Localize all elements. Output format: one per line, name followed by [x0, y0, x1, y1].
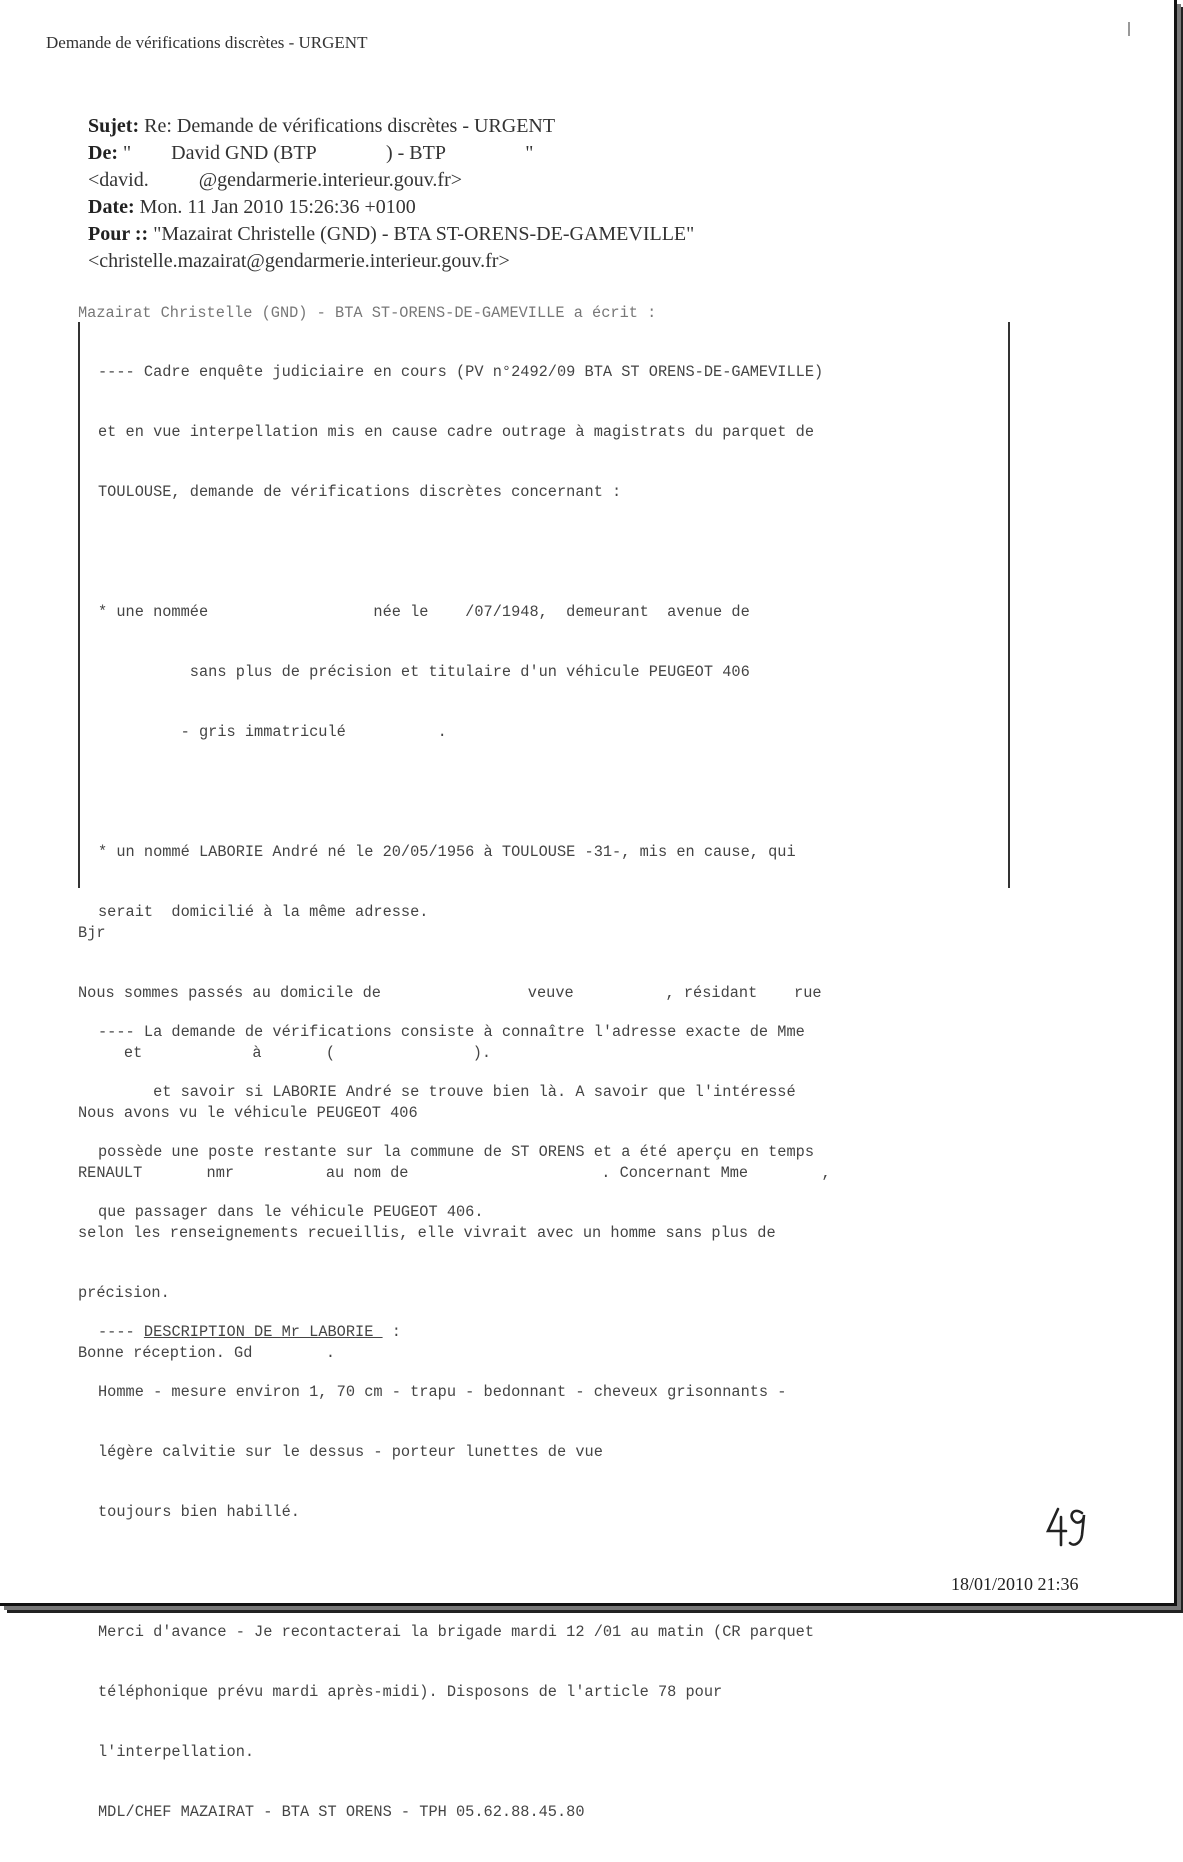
print-timestamp: 18/01/2010 21:36 [951, 1574, 1079, 1594]
reply-message [78, 883, 831, 1403]
quoted-line: et savoir si LABORIE André se trouve bien là. A savoir que l'intéressé [98, 1083, 796, 1101]
quoted-line: ---- Cadre enquête judiciaire en cours (PV n°2492/09 BTA ST ORENS-DE-GAMEVILLE) [98, 363, 824, 381]
subject-label: Sujet: [88, 115, 140, 137]
quoted-line: sans plus de précision et titulaire d'un véhicule PEUGEOT 406 [98, 663, 750, 681]
to-label: Pour :: [88, 223, 149, 245]
quoted-line: et en vue interpellation mis en cause cadre outrage à magistrats du parquet de [98, 423, 815, 441]
reply-line: Nous sommes passés au domicile de veuve , résidant rue [78, 984, 822, 1002]
reply-line: Bonne réception. Gd . [78, 1344, 336, 1362]
handwritten-page-number [1044, 1505, 1092, 1551]
from-address: <david. @gendarmerie.interieur.gouv.fr> [88, 169, 463, 191]
to-value: "Mazairat Christelle (GND) - BTA ST-ORENS-DE-GAMEVILLE" [153, 223, 695, 245]
reply-line: et à ( ). [78, 1044, 492, 1062]
from-value: " David GND (BTP ) - BTP " [122, 142, 534, 164]
quoted-line: * une nommée née le /07/1948, demeurant avenue de [98, 603, 750, 621]
date-row [88, 194, 694, 221]
quoted-line: l'interpellation. [98, 1743, 255, 1761]
quoted-line: que passager dans le véhicule PEUGEOT 406. [98, 1203, 484, 1221]
quoted-line: serait domicilié à la même adresse. [98, 903, 429, 921]
signature-line: MDL/CHEF MAZAIRAT - BTA ST ORENS - TPH 05.62.88.45.80 [98, 1803, 585, 1821]
quoted-line: possède une poste restante sur la commune de ST ORENS et a été aperçu en temps [98, 1143, 815, 1161]
subject-row [88, 113, 694, 140]
quoted-line: ---- La demande de vérifications consiste à connaître l'adresse exacte de Mme [98, 1023, 805, 1041]
to-row [88, 221, 694, 248]
quoted-line: téléphonique prévu mardi après-midi). Disposons de l'article 78 pour [98, 1683, 723, 1701]
quoted-line: légère calvitie sur le dessus - porteur lunettes de vue [98, 1443, 603, 1461]
quoted-line: toujours bien habillé. [98, 1503, 300, 1521]
page-number-handwriting [1044, 1505, 1092, 1551]
description-title: DESCRIPTION DE Mr LABORIE [143, 1323, 383, 1341]
quoted-line: - gris immatriculé . [98, 723, 447, 741]
quoted-line: Homme - mesure environ 1, 70 cm - trapu - bedonnant - cheveux grisonnants - [98, 1383, 787, 1401]
from-label: De: [88, 142, 118, 164]
reply-line: Bjr [78, 924, 106, 942]
quoted-line: Merci d'avance - Je recontacterai la brigade mardi 12 /01 au matin (CR parquet [98, 1623, 815, 1641]
to-address: <christelle.mazairat@gendarmerie.interieur.gouv.fr> [88, 250, 510, 272]
quoted-line: TOULOUSE, demande de vérifications discrètes concernant : [98, 483, 622, 501]
date-value: Mon. 11 Jan 2010 15:26:36 +0100 [139, 196, 416, 218]
quote-intro: Mazairat Christelle (GND) - BTA ST-ORENS-DE-GAMEVILLE a écrit : [78, 304, 657, 322]
reply-line: selon les renseignements recueillis, elle vivrait avec un homme sans plus de [78, 1224, 776, 1242]
email-header [88, 113, 694, 275]
description-prefix: ---- [98, 1323, 144, 1341]
running-title: Demande de vérifications discrètes - URGENT [46, 33, 368, 52]
reply-line: précision. [78, 1284, 170, 1302]
from-row [88, 140, 694, 167]
date-label: Date: [88, 196, 135, 218]
quoted-line: * un nommé LABORIE André né le 20/05/1956 à TOULOUSE -31-, mis en cause, qui [98, 843, 796, 861]
description-suffix: : [382, 1323, 401, 1341]
scan-mark [1128, 22, 1130, 36]
subject-value: Re: Demande de vérifications discrètes - URGENT [144, 115, 556, 137]
reply-line: RENAULT nmr au nom de . Concernant Mme , [78, 1164, 831, 1182]
reply-line: Nous avons vu le véhicule PEUGEOT 406 [78, 1104, 418, 1122]
